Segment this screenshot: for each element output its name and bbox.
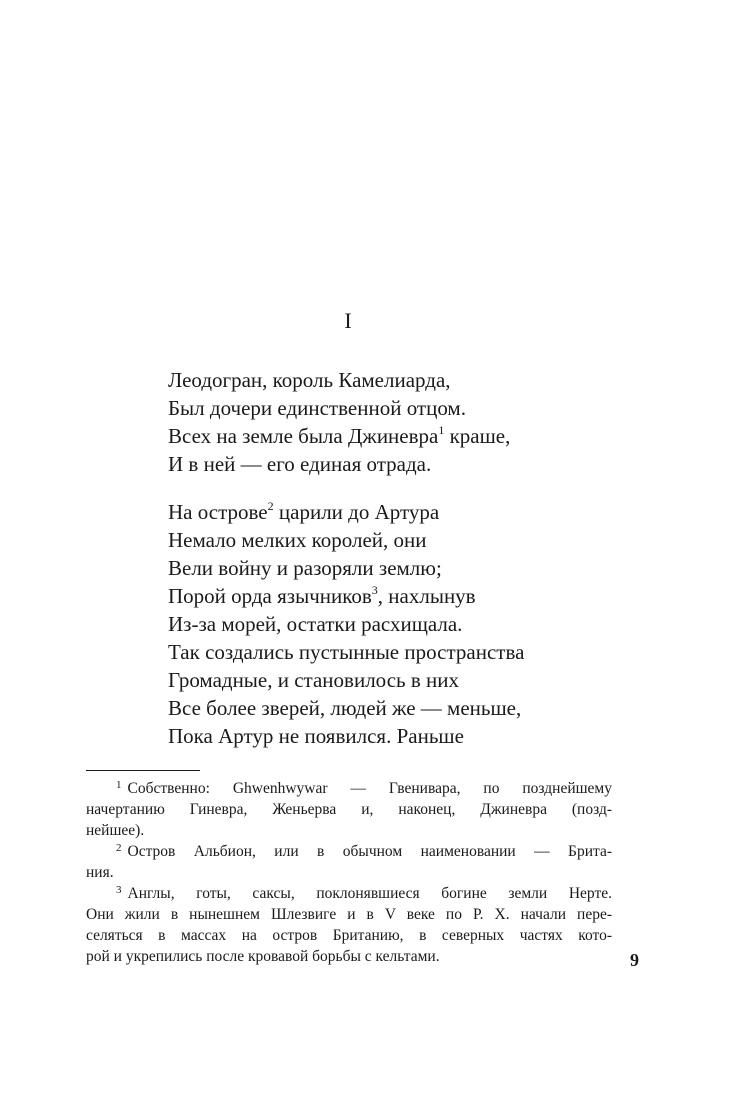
poem-line: Так создались пустынные пространства bbox=[168, 640, 525, 664]
footnote-line: рой и укрепились после кровавой борьбы с кельтами. bbox=[86, 948, 440, 965]
footnote-number: 3 bbox=[116, 884, 122, 896]
footnote-text: Англы, готы, саксы, поклонявшиеся богине земли Нерте. bbox=[127, 885, 612, 902]
footnote-text: Остров Альбион, или в обычном наименовании — Брита- bbox=[127, 843, 612, 860]
poem-line: Пока Артур не появился. Раньше bbox=[168, 724, 464, 748]
footnote-divider bbox=[86, 770, 200, 771]
footnote-2 bbox=[86, 841, 612, 883]
poem-line-text: На острове bbox=[168, 500, 268, 524]
footnotes bbox=[86, 778, 612, 967]
poem-line: И в ней — его единая отрада. bbox=[168, 452, 432, 476]
poem-line: Леодогран, король Камелиарда, bbox=[168, 368, 451, 392]
poem-line-text: , нахлынув bbox=[377, 584, 476, 608]
poem-line-text: Порой орда язычников bbox=[168, 584, 372, 608]
footnote-line bbox=[86, 778, 612, 799]
poem-line: Немало мелких королей, они bbox=[168, 528, 427, 552]
footnote-ref-1[interactable]: 1 bbox=[438, 423, 445, 437]
footnote-line: ния. bbox=[86, 864, 114, 881]
poem-line bbox=[168, 498, 628, 526]
footnote-ref-3[interactable]: 3 bbox=[371, 583, 378, 597]
section-title: I bbox=[344, 308, 352, 333]
footnote-number: 1 bbox=[116, 779, 122, 791]
poem-line-text: краше, bbox=[444, 424, 511, 448]
stanza-2 bbox=[168, 498, 628, 750]
footnote-line bbox=[86, 841, 612, 862]
footnote-text: Собственно: Ghwenhwywar — Гвенивара, по позднейшему bbox=[127, 780, 612, 797]
footnote-1 bbox=[86, 778, 612, 841]
poem bbox=[168, 366, 628, 770]
footnote-line bbox=[86, 883, 612, 904]
footnote-ref-2[interactable]: 2 bbox=[267, 499, 274, 513]
poem-line-text: Всех на земле была Джиневра bbox=[168, 424, 439, 448]
poem-line: Вели войну и разоряли землю; bbox=[168, 556, 442, 580]
poem-line: Из-за морей, остатки расхищала. bbox=[168, 612, 463, 636]
poem-line bbox=[168, 582, 628, 610]
page-number: 9 bbox=[630, 950, 639, 970]
poem-line bbox=[168, 422, 628, 450]
footnote-line: Они жили в нынешнем Шлезвиге и в V веке по Р. Х. начали пере- bbox=[86, 906, 612, 923]
footnote-line: селяться в массах на остров Британию, в северных частях кото- bbox=[86, 927, 612, 944]
poem-line: Громадные, и становилось в них bbox=[168, 668, 459, 692]
poem-line-text: царили до Артура bbox=[273, 500, 440, 524]
footnote-number: 2 bbox=[116, 842, 122, 854]
footnote-3 bbox=[86, 883, 612, 967]
footnote-line: начертанию Гиневра, Женьерва и, наконец, Джиневра (позд- bbox=[86, 801, 612, 818]
poem-line: Все более зверей, людей же — меньше, bbox=[168, 696, 522, 720]
stanza-1 bbox=[168, 366, 628, 478]
poem-line: Был дочери единственной отцом. bbox=[168, 396, 466, 420]
footnote-line: нейшее). bbox=[86, 822, 145, 839]
